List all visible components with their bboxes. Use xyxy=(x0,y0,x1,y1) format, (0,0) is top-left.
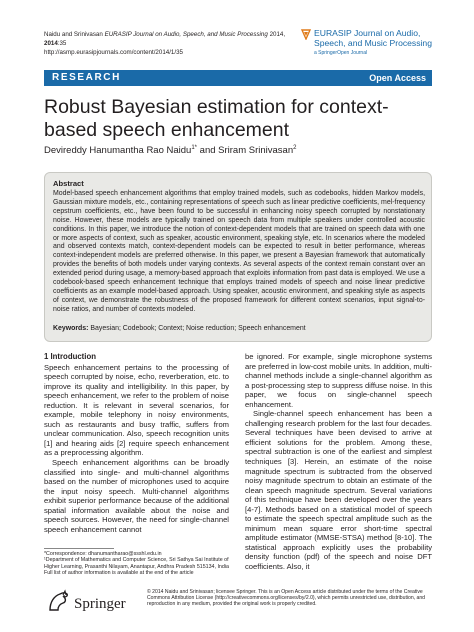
paper-title: Robust Bayesian estimation for context-based speech enhancement xyxy=(44,96,389,141)
open-access-label: Open Access xyxy=(369,73,426,83)
affiliation-note: ¹Department of Mathematics and Computer Science, Sri Sathya Sai Institute of Higher Learning, Prasanthi Nilayam, Anantapur, Andhra Pradesh 515134, India xyxy=(44,557,229,570)
keywords xyxy=(53,325,425,332)
body-column-left xyxy=(44,352,229,534)
body-paragraph: be ignored. For example, single microphone systems are preferred in low-cost mobile units. In addition, multi-channel methods include a single-channel algorithm as a post-processing step to suppress diffuse noise. In this paper, we focus on single-channel speech enhancement. xyxy=(245,352,432,409)
abstract-text: Model-based speech enhancement algorithms that employ trained models, such as codebooks, hidden Markov models, Gaussian mixture models, etc., containing representations of speech such as linear predictive coefficients, mel-frequency cepstrum coefficients, etc., have been found to be successful in enhancing noisy speech corrupted by nonstationary noise. However, these models are typically trained on speech data from multiple speakers under controlled acoustic conditions. In this paper, we introduce the notion of context-dependent models that are trained on speech data with one or more aspects of context, such as speaker, acoustic environment, speaking style, etc. In scenarios where the modeled and observed contexts match, context-dependent models can be expected to result in better performance, whereas context-independent models are preferred otherwise. In this paper, we present a Bayesian framework that automatically provides the benefits of both models under varying contexts. As several aspects of the context remain constant over an extended period during usage, a memory-based approach that exploits information from past data is employed. We use a codebook-based speech enhancement technique that employs trained models of speech and noise linear predictive coefficients as an example model-based approach. Using speaker, acoustic environment, and speaking style as aspects of context, we demonstrate the robustness of the proposed framework for different context scenarios, input signal-to-noise ratios, and number of contexts modeled. xyxy=(53,190,426,313)
author-conjunction: and xyxy=(199,145,216,157)
journal-emblem-icon xyxy=(300,28,312,40)
article-url[interactable]: http://asmp.eurasipjournals.com/content/2014/1/35 xyxy=(44,49,183,56)
abstract-heading: Abstract xyxy=(53,179,84,188)
body-paragraph: Single-channel speech enhancement has been a challenging research problem for the last four decades. Several techniques have been devised to arrive at efficient solutions for the problem. Among these, spectral subtraction is one of the earliest and simplest techniques [3]. Herein, an estimate of the noise magnitude spectrum is subtracted from the observed noisy magnitude spectrum to obtain an estimate of the clean speech magnitude spectrum. Several variations of this technique have been developed over the years [4-7]. Methods based on a statistical model of speech to estimate the speech spectral amplitude such as the minimum mean square error short-time spectral amplitude estimator (MMSE-STSA) method [8-10]. The statistical approach explicitly uses the probability density function (pdf) of the speech and noise DFT coefficients. Also, it xyxy=(245,409,432,572)
journal-logo-sub: a SpringerOpen Journal xyxy=(314,50,368,56)
springer-wordmark: Springer xyxy=(74,596,126,612)
section-heading: 1 Introduction xyxy=(44,352,96,361)
journal-logo-title: EURASIP Journal on Audio, Speech, and Music Processing xyxy=(314,28,432,48)
springer-horse-icon xyxy=(44,588,74,614)
author-list xyxy=(44,145,296,156)
body-paragraph: Speech enhancement algorithms can be broadly classified into single- and multi-channel algorithms based on the number of microphones used to acquire the input noisy speech. Multi-channel algorithms exhibit superior performance because of the additional spatial information available about the noise and speech sources. However, the need for single-channel speech enhancement cannot xyxy=(44,458,229,534)
correspondence-note: *Correspondence: dhanumantharao@ssshl.edu.in xyxy=(44,551,162,557)
license-text: © 2014 Naidu and Srinivasan; licensee Springer. This is an Open Access article distributed under the terms of the Creative Commons Attribution License (http://creativecommons.org/licenses/by/2.0), which permits unrestricted use, distribution, and reproduction in any medium, provided the original work is properly credited. xyxy=(147,589,426,608)
header-volume: 2014 xyxy=(44,40,58,47)
footnote-divider xyxy=(44,548,114,549)
body-column-right xyxy=(245,352,432,572)
author-2-affil: 2 xyxy=(293,145,297,151)
footnotes xyxy=(44,551,234,577)
header-article: :35 xyxy=(57,40,67,47)
running-header xyxy=(44,30,304,57)
author-info-note: Full list of author information is available at the end of the article xyxy=(44,570,194,577)
header-journal: EURASIP Journal on Audio, Speech, and Music Processing xyxy=(104,31,268,38)
header-year: 2014, xyxy=(269,31,286,38)
citation-line xyxy=(44,30,304,48)
article-type-banner xyxy=(44,70,432,86)
author-1-affil: 1* xyxy=(191,145,198,151)
author-2[interactable]: Sriram Srinivasan xyxy=(218,145,294,157)
author-1[interactable]: Devireddy Hanumantha Rao Naidu xyxy=(44,145,192,157)
body-paragraph: Speech enhancement pertains to the processing of speech corrupted by noise, echo, reverberation, etc. to improve its quality and intelligibility. In this paper, by speech enhancement, we refer to the problem of noise reduction. It is relevant in several scenarios, for example, mobile telephony in noisy environments, such as restaurants and busy traffic, suffers from unclear communication. Also, speech recognition units [1] and hearing aids [2] require speech enhancement as a preprocessing algorithm. xyxy=(44,362,229,458)
article-type: RESEARCH xyxy=(52,72,121,83)
keywords-list: Bayesian; Codebook; Context; Noise reduction; Speech enhancement xyxy=(90,325,306,332)
abstract-box xyxy=(44,172,432,342)
header-authors: Naidu and Srinivasan xyxy=(44,31,103,38)
keywords-label: Keywords: xyxy=(53,325,89,332)
